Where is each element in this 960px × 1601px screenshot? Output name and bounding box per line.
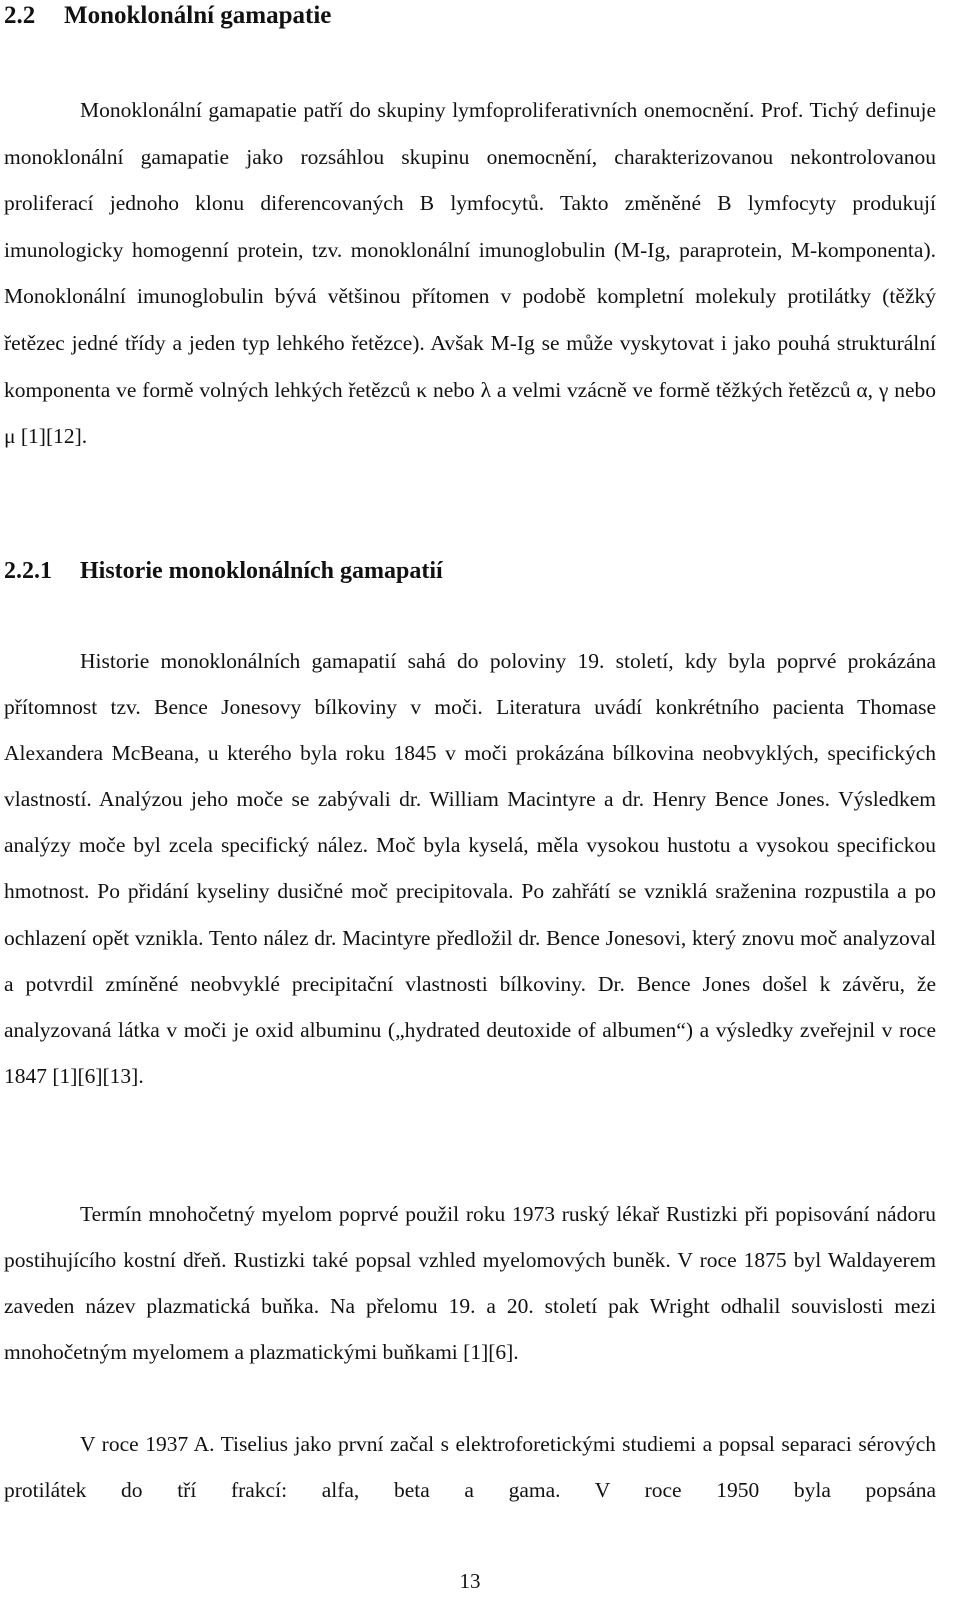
paragraph-electrophoresis: V roce 1937 A. Tiselius jako první začal s elektroforetickými studiemi a popsal separaci sérových protilátek do tří frakcí: alfa, beta a gama. V roce 1950 byla popsána: [4, 1432, 936, 1502]
paragraph-myeloma: Termín mnohočetný myelom poprvé použil roku 1973 ruský lékař Rustizki při popisování nádoru postihujícího kostní dřeň. Rustizki také popsal vzhled myelomových buněk. V roce 1875 byl Waldayerem zaveden název plazmatická buňka. Na přelomu 19. a 20. století pak Wright odhalil souvislosti mezi mnohočetným myelomem a plazmatickými buňkami [1][6].: [4, 1202, 936, 1364]
paragraph-intro: Monoklonální gamapatie patří do skupiny lymfoproliferativních onemocnění. Prof. Tichý definuje monoklonální gamapatie jako rozsáhlou skupinu onemocnění, charakterizovanou nekontrolovanou proliferací jednoho klonu diferencovaných B lymfocytů. Takto změněné B lymfocyty produkují imunologicky homogenní protein, tzv. monoklonální imunoglobulin (M-Ig, paraprotein, M-komponenta). Monoklonální imunoglobulin bývá většinou přítomen v podobě kompletní molekuly protilátky (těžký řetězec jedné třídy a jeden typ lehkého řetězce). Avšak M-Ig se může vyskytovat i jako pouhá strukturální komponenta ve formě volných lehkých řetězců κ nebo λ a velmi vzácně ve formě těžkých řetězců α, γ nebo μ [1][12].: [4, 98, 936, 449]
section-number: 2.2: [4, 2, 36, 29]
page-number: 13: [459, 1569, 481, 1593]
subsection-heading: [4, 556, 443, 586]
subsection-title: Historie monoklonálních gamapatií: [80, 558, 443, 584]
subsection-number: 2.2.1: [4, 558, 52, 584]
section-title: Monoklonální gamapatie: [64, 2, 332, 29]
paragraph-history: Historie monoklonálních gamapatií sahá do poloviny 19. století, kdy byla poprvé prokázána přítomnost tzv. Bence Jonesovy bílkoviny v moči. Literatura uvádí konkrétního pacienta Thomase Alexandera McBeana, u kterého byla roku 1845 v moči prokázána bílkovina neobvyklých, specifických vlastností. Analýzou jeho moče se zabývali dr. William Macintyre a dr. Henry Bence Jones. Výsledkem analýzy moče byl zcela specifický nález. Moč byla kyselá, měla vysokou hustotu a vysokou specifickou hmotnost. Po přidání kyseliny dusičné moč precipitovala. Po zahřátí se vzniklá sraženina rozpustila a po ochlazení opět vznikla. Tento nález dr. Macintyre předložil dr. Bence Jonesovi, který znovu moč analyzoval a potvrdil zmíněné neobvyklé precipitační vlastnosti bílkoviny. Dr. Bence Jones došel k závěru, že analyzovaná látka v moči je oxid albuminu („hydrated deutoxide of albumen“) a výsledky zveřejnil v roce 1847 [1][6][13].: [4, 649, 936, 1088]
section-heading: [4, 1, 331, 31]
